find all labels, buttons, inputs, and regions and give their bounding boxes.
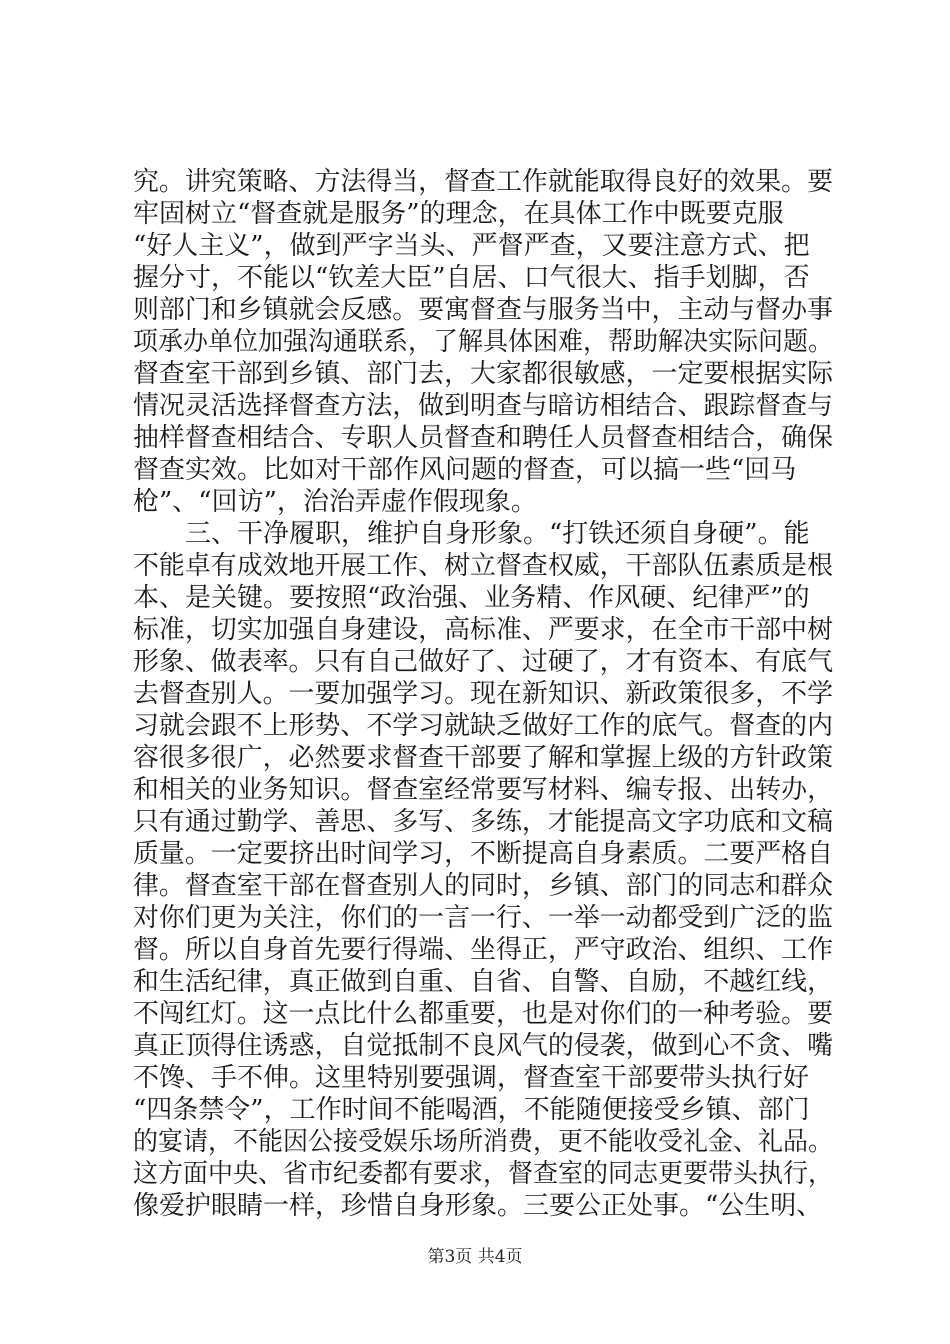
text-line: 项承办单位加强沟通联系，了解具体困难，帮助解决实际问题。 [133,327,834,357]
text-line: 本、是关键。要按照“政治强、业务精、作风硬、纪律严”的 [133,583,810,613]
text-line: 对你们更为关注，你们的一言一行、一举一动都受到广泛的监 [133,903,834,933]
text-line: 则部门和乡镇就会反感。要寓督查与服务当中，主动与督办事 [133,295,834,325]
text-line: 不闯红灯。这一点比什么都重要，也是对你们的一种考验。要 [133,999,834,1029]
text-line: 和生活纪律，真正做到自重、自省、自警、自励，不越红线， [133,967,834,997]
text-line: 握分寸，不能以“钦差大臣”自居、口气很大、指手划脚，否 [133,263,810,293]
text-line: 督查实效。比如对干部作风问题的督查，可以搞一些“回马 [133,455,797,485]
text-line: 习就会跟不上形势、不学习就缺乏做好工作的底气。督查的内 [133,711,834,741]
text-line: 真正顶得住诱惑，自觉抵制不良风气的侵袭，做到心不贪、嘴 [133,1031,834,1061]
text-line: 情况灵活选择督查方法，做到明查与暗访相结合、跟踪督查与 [133,391,834,421]
body-text [133,166,833,1222]
text-line: 枪”、“回访”，治治弄虚作假现象。 [133,487,537,517]
text-line: 究。讲究策略、方法得当，督查工作就能取得良好的效果。要 [133,167,834,197]
text-line: 形象、做表率。只有自己做好了、过硬了，才有资本、有底气 [133,647,834,677]
text-line: 容很多很广，必然要求督查干部要了解和掌握上级的方针政策 [133,743,834,773]
text-line: 这方面中央、省市纪委都有要求，督查室的同志更要带头执行， [133,1159,834,1189]
text-line: 的宴请，不能因公接受娱乐场所消费，更不能收受礼金、礼品。 [133,1127,834,1157]
text-line: 和相关的业务知识。督查室经常要写材料、编专报、出转办， [133,775,834,805]
text-line: 标准，切实加强自身建设，高标准、严要求，在全市干部中树 [133,615,834,645]
text-line: 质量。一定要挤出时间学习，不断提高自身素质。二要严格自 [133,839,834,869]
text-line: 不馋、手不伸。这里特别要强调，督查室干部要带头执行好 [133,1063,810,1093]
text-line: 督。所以自身首先要行得端、坐得正，严守政治、组织、工作 [133,935,834,965]
text-line: 三、干净履职，维护自身形象。“打铁还须自身硬”。能 [133,519,810,549]
text-line: 律。督查室干部在督查别人的同时，乡镇、部门的同志和群众 [133,871,834,901]
text-line: “好人主义”，做到严字当头、严督严查，又要注意方式、把 [133,231,810,261]
text-line: 督查室干部到乡镇、部门去，大家都很敏感，一定要根据实际 [133,359,834,389]
page-footer: 第3页 共4页 [427,1247,523,1267]
text-line: 去督查别人。一要加强学习。现在新知识、新政策很多，不学 [133,679,834,709]
text-line: “四条禁令”，工作时间不能喝酒，不能随便接受乡镇、部门 [133,1095,810,1125]
text-line: 牢固树立“督查就是服务”的理念，在具体工作中既要克服 [133,199,784,229]
text-line: 抽样督查相结合、专职人员督查和聘任人员督查相结合，确保 [133,423,834,453]
text-line: 不能卓有成效地开展工作、树立督查权威，干部队伍素质是根 [133,551,834,581]
text-line: 只有通过勤学、善思、多写、多练，才能提高文字功底和文稿 [133,807,834,837]
text-line: 像爱护眼睛一样，珍惜自身形象。三要公正处事。“公生明、 [133,1191,823,1221]
